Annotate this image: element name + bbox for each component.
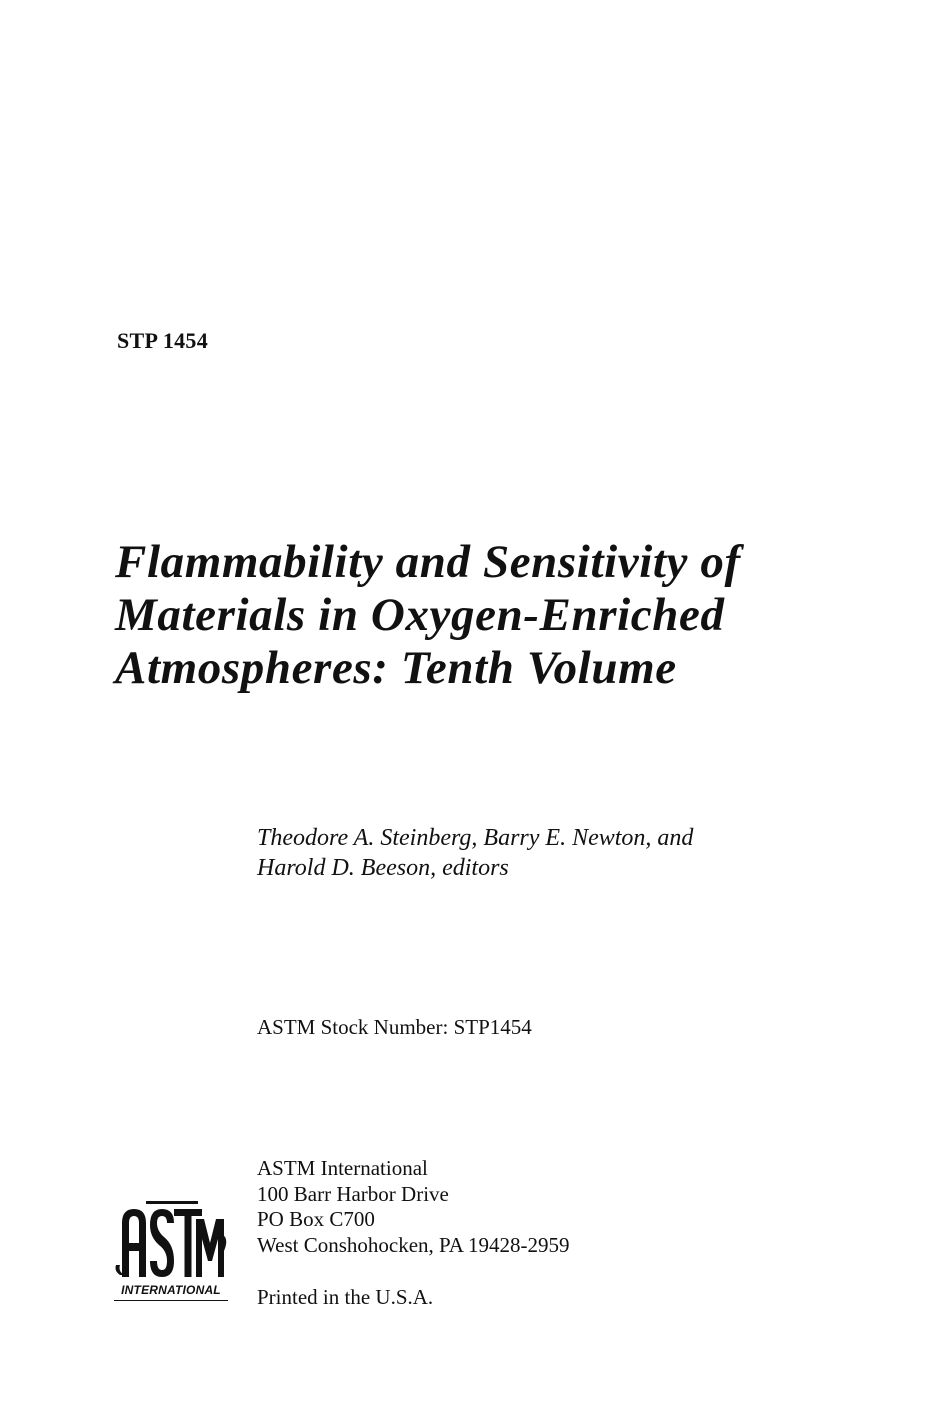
address-line-1: ASTM International	[257, 1156, 428, 1180]
editors-line-1: Theodore A. Steinberg, Barry E. Newton, and	[257, 825, 694, 851]
address-line-4: West Conshohocken, PA 19428-2959	[257, 1232, 570, 1257]
astm-logo-underline	[114, 1300, 228, 1301]
stp-number: STP 1454	[117, 328, 209, 353]
printed-in: Printed in the U.S.A.	[257, 1285, 434, 1309]
address-line-3: PO Box C700	[257, 1207, 375, 1231]
astm-logo	[112, 1195, 230, 1307]
astm-logo-text: INTERNATIONAL	[121, 1283, 221, 1297]
book-title-line-2: Materials in Oxygen-Enriched	[115, 589, 725, 641]
address-line-2: 100 Barr Harbor Drive	[257, 1181, 449, 1206]
editors-block	[257, 823, 693, 883]
editors-line-2: Harold D. Beeson, editors	[257, 855, 509, 881]
book-title	[115, 536, 855, 695]
astm-logo-icon	[112, 1195, 230, 1283]
book-title-line-3: Atmospheres: Tenth Volume	[115, 642, 677, 694]
stock-number: ASTM Stock Number: STP1454	[257, 1015, 532, 1039]
publisher-address	[257, 1156, 570, 1258]
book-title-line-1: Flammability and Sensitivity of	[115, 536, 741, 588]
